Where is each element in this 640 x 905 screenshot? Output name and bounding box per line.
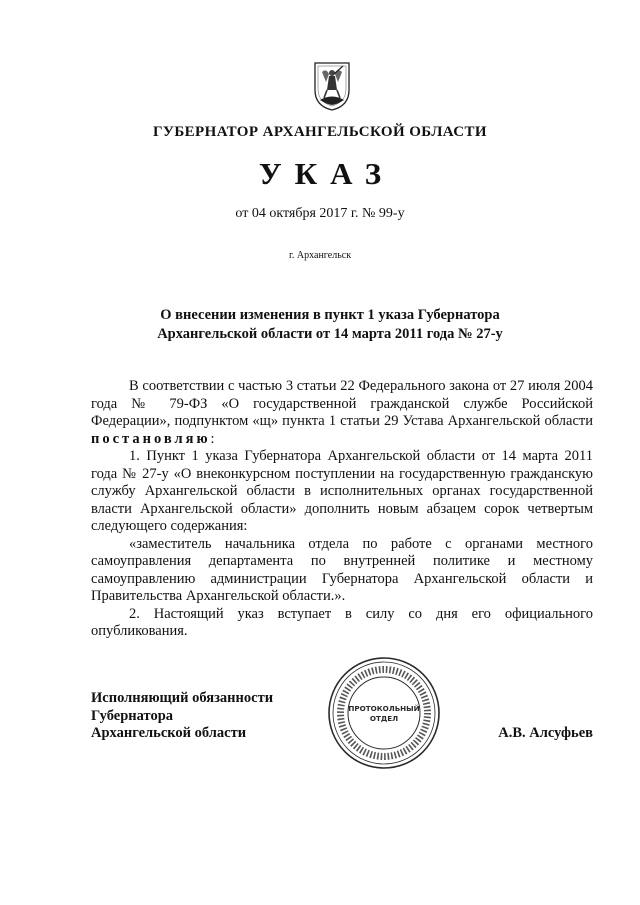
stamp-center-text: ОТДЕЛ xyxy=(369,714,399,723)
title-line: Архангельской области от 14 марта 2011 года № 27-у xyxy=(157,326,503,342)
document-body xyxy=(91,378,593,641)
coat-of-arms-icon xyxy=(312,60,352,112)
paragraph-item-1: 1. Пункт 1 указа Губернатора Архангельской области от 14 марта 2011 года № 27-у «О внеконкурсном поступлении на государственную гражданскую службу Архангельской области в исполнительных органах государственной власти Архангельской области» дополнить новым абзацем сорок четвертым следующего содержания: xyxy=(91,448,593,534)
paragraph-quote: «заместитель начальника отдела по работе с органами местного самоуправления департамента по внутренней политике и местному самоуправлению администрации Губернатора Архангельской области и Правительства Архангельской области.». xyxy=(91,535,593,604)
signatory-line: Исполняющий обязанности xyxy=(91,690,274,706)
title-line: О внесении изменения в пункт 1 указа Губернатора xyxy=(160,307,500,323)
signatory-name: А.В. Алсуфьев xyxy=(498,725,593,741)
document-title xyxy=(120,306,540,344)
signatory-line: Губернатора xyxy=(91,707,174,724)
signatory-line: Архангельской области xyxy=(91,725,247,741)
paragraph-item-2: 2. Настоящий указ вступает в силу со дня его официального опубликования. xyxy=(91,605,593,639)
document-place: г. Архангельск xyxy=(288,250,352,261)
preamble-colon: : xyxy=(210,430,215,447)
preamble-text: В соответствии с частью 3 статьи 22 Федерального закона от 27 июля 2004 года № 79-ФЗ «О государственной гражданской службе Российской Федерации», подпунктом «щ» пункта 1 статьи 29 Устава Архангельской области xyxy=(91,378,593,429)
document-date-number: от 04 октября 2017 г. № 99-у xyxy=(235,206,405,221)
document-type: УКАЗ xyxy=(258,156,395,191)
issuing-authority: ГУБЕРНАТОР АРХАНГЕЛЬСКОЙ ОБЛАСТИ xyxy=(152,124,487,140)
official-stamp-icon xyxy=(326,655,442,771)
paragraph-preamble xyxy=(91,378,593,448)
signatory-title xyxy=(91,690,273,743)
stamp-center-text: ПРОТОКОЛЬНЫЙ xyxy=(348,704,420,713)
resolve-word: постановляю xyxy=(91,430,211,447)
